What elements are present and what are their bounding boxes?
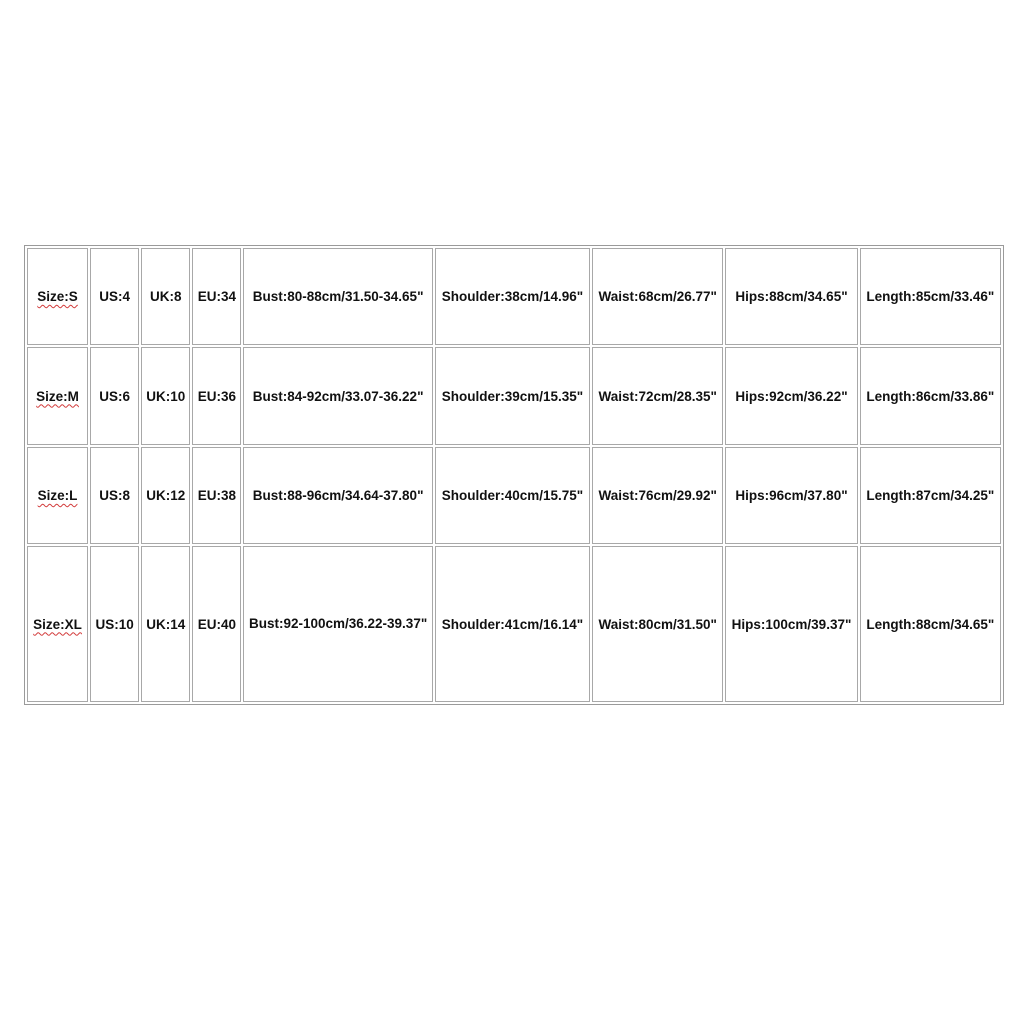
us-size-cell: US:10 — [90, 546, 139, 702]
us-size-cell: US:8 — [90, 447, 139, 544]
waist-cell: Waist:72cm/28.35" — [592, 347, 723, 444]
table-row — [27, 546, 1001, 702]
waist-cell: Waist:76cm/29.92" — [592, 447, 723, 544]
bust-cell: Bust:84-92cm/33.07-36.22" — [243, 347, 432, 444]
length-cell: Length:88cm/34.65" — [860, 546, 1001, 702]
us-size-cell: US:4 — [90, 248, 139, 345]
length-cell: Length:87cm/34.25" — [860, 447, 1001, 544]
hips-cell: Hips:96cm/37.80" — [725, 447, 857, 544]
length-cell: Length:86cm/33.86" — [860, 347, 1001, 444]
eu-size-cell: EU:34 — [192, 248, 241, 345]
uk-size-cell: UK:8 — [141, 248, 190, 345]
table-row — [27, 248, 1001, 345]
bust-cell: Bust:92-100cm/36.22-39.37" — [243, 546, 432, 702]
size-cell — [27, 447, 88, 544]
shoulder-cell: Shoulder:39cm/15.35" — [435, 347, 590, 444]
uk-size-cell: UK:10 — [141, 347, 190, 444]
size-label: Size:M — [36, 388, 79, 404]
bust-cell: Bust:88-96cm/34.64-37.80" — [243, 447, 432, 544]
shoulder-cell: Shoulder:41cm/16.14" — [435, 546, 590, 702]
waist-cell: Waist:80cm/31.50" — [592, 546, 723, 702]
eu-size-cell: EU:38 — [192, 447, 241, 544]
eu-size-cell: EU:36 — [192, 347, 241, 444]
hips-cell: Hips:100cm/39.37" — [725, 546, 857, 702]
us-size-cell: US:6 — [90, 347, 139, 444]
length-cell: Length:85cm/33.46" — [860, 248, 1001, 345]
table-row — [27, 447, 1001, 544]
size-label: Size:XL — [33, 616, 82, 632]
bust-cell: Bust:80-88cm/31.50-34.65" — [243, 248, 432, 345]
hips-cell: Hips:92cm/36.22" — [725, 347, 857, 444]
shoulder-cell: Shoulder:40cm/15.75" — [435, 447, 590, 544]
size-label: Size:S — [37, 289, 78, 305]
size-chart-table — [24, 245, 1004, 705]
eu-size-cell: EU:40 — [192, 546, 241, 702]
uk-size-cell: UK:14 — [141, 546, 190, 702]
shoulder-cell: Shoulder:38cm/14.96" — [435, 248, 590, 345]
size-cell — [27, 347, 88, 444]
size-cell — [27, 248, 88, 345]
size-cell — [27, 546, 88, 702]
hips-cell: Hips:88cm/34.65" — [725, 248, 857, 345]
waist-cell: Waist:68cm/26.77" — [592, 248, 723, 345]
table-row — [27, 347, 1001, 444]
size-label: Size:L — [37, 488, 78, 504]
uk-size-cell: UK:12 — [141, 447, 190, 544]
